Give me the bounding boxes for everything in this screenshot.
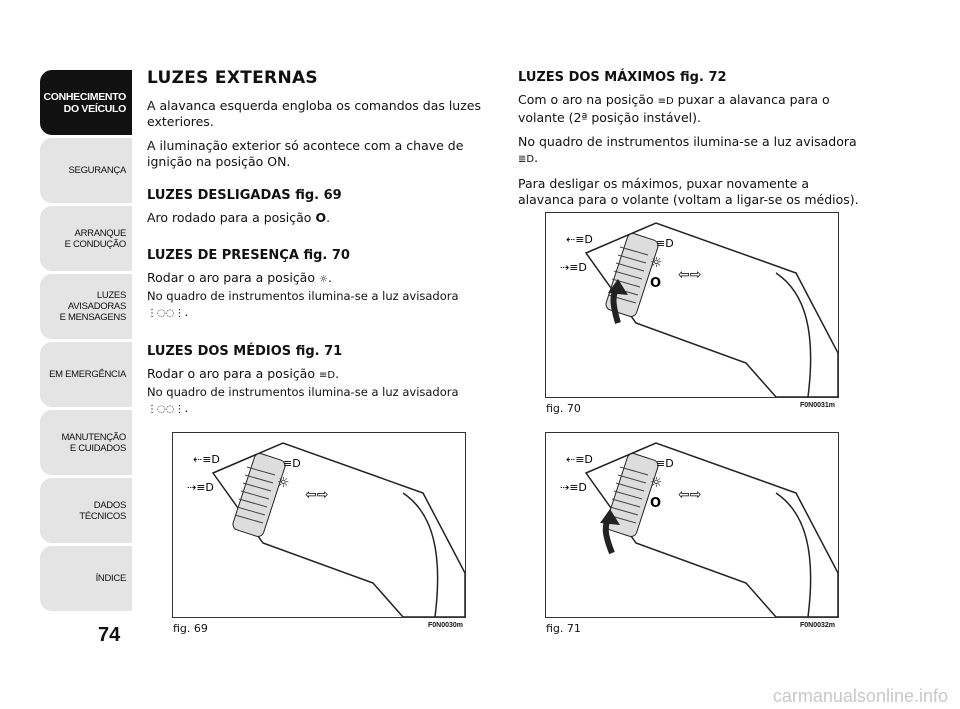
tab-label: DADOS TÉCNICOS: [79, 499, 126, 522]
figure-71-code: F0N0032m: [800, 622, 836, 629]
dipped-text: Rodar o aro para a posição: [147, 366, 315, 381]
tab-label: LUZES AVISADORAS E MENSAGENS: [59, 290, 126, 323]
figure-70-code: F0N0031m: [800, 402, 836, 409]
svg-text:☼: ☼: [650, 255, 663, 271]
figure-70-caption: fig. 70: [546, 402, 581, 415]
parking-text: Rodar o aro para a posição: [147, 270, 315, 285]
svg-text:⇠≡D: ⇠≡D: [566, 233, 593, 246]
figure-69-caption: fig. 69: [173, 622, 208, 635]
figure-69-code: F0N0030m: [428, 622, 464, 629]
svg-text:⇦⇨: ⇦⇨: [305, 487, 329, 503]
figure-71: [545, 432, 839, 618]
off-text: Aro rodado para a posição: [147, 210, 312, 225]
off-symbol: O: [315, 210, 327, 225]
svg-text:⇦⇨: ⇦⇨: [678, 267, 702, 283]
intro-paragraph-2: A iluminação exterior só acontece com a chave de ignição na posição ON.: [147, 138, 464, 169]
main-beam-text-a: Com o aro na posição: [518, 92, 654, 107]
subsection-title-main-beam: LUZES DOS MÁXIMOS fig. 72: [518, 70, 727, 85]
main-beam-warning-text: No quadro de instrumentos ilumina-se a luz avisadora: [518, 134, 857, 149]
dipped-warning-text: No quadro de instrumentos ilumina-se a luz avisadora: [147, 385, 459, 399]
svg-text:≡D: ≡D: [283, 457, 301, 470]
svg-text:⇦⇨: ⇦⇨: [678, 487, 702, 503]
svg-text:⇢≡D: ⇢≡D: [560, 481, 587, 494]
parking-light-icon: ☼: [318, 274, 328, 285]
tab-label: ÍNDICE: [95, 573, 126, 584]
parking-paragraph: Rodar o aro para a posição ☼.: [147, 270, 492, 288]
side-light-warning-icon: ⋮◌◌⋮: [147, 404, 185, 415]
dipped-beam-icon: ≡D: [318, 370, 336, 381]
tab-seguranca[interactable]: [40, 138, 132, 203]
svg-text:≡D: ≡D: [656, 457, 674, 470]
figure-69: [172, 432, 466, 618]
section-title: LUZES EXTERNAS: [147, 68, 318, 88]
main-beam-paragraph-3: Para desligar os máximos, puxar novamente a alavanca para o volante (voltam a ligar-se os médios).: [518, 176, 859, 207]
svg-text:⇠≡D: ⇠≡D: [193, 453, 220, 466]
page-number: 74: [98, 624, 121, 646]
tab-manutencao-e-cuidados[interactable]: [40, 410, 132, 475]
main-beam-icon: ≣D: [518, 154, 535, 165]
subsection-title-dipped: LUZES DOS MÉDIOS fig. 71: [147, 344, 343, 359]
tab-conhecimento-do-veiculo[interactable]: [40, 70, 132, 135]
svg-text:O: O: [650, 276, 662, 291]
tab-luzes-avisadoras[interactable]: [40, 274, 132, 339]
dipped-paragraph: Rodar o aro para a posição ≡D.: [147, 366, 492, 384]
dipped-beam-icon: ≡D: [657, 96, 674, 107]
tab-arranque-e-conducao[interactable]: [40, 206, 132, 271]
svg-text:⇢≡D: ⇢≡D: [560, 261, 587, 274]
chapter-sidebar: [40, 70, 132, 614]
subsection-title-off: LUZES DESLIGADAS fig. 69: [147, 188, 342, 203]
tab-label: CONHECIMENTO DO VEÍCULO: [43, 90, 126, 115]
tab-label: EM EMERGÊNCIA: [49, 369, 126, 380]
main-beam-text-b: puxar a alavanca para o volante (2ª posição instável).: [518, 92, 830, 125]
side-light-warning-icon: ⋮◌◌⋮: [147, 308, 185, 319]
off-paragraph: Aro rodado para a posição O.: [147, 210, 331, 225]
svg-text:⇢≡D: ⇢≡D: [187, 481, 214, 494]
tab-label: ARRANQUE E CONDUÇÃO: [64, 227, 126, 250]
main-beam-paragraph-2: No quadro de instrumentos ilumina-se a luz avisadora ≣D.: [518, 134, 863, 168]
left-column: [147, 70, 492, 426]
watermark: carmanualsonline.info: [772, 686, 948, 706]
right-column: [518, 70, 863, 216]
tab-dados-tecnicos[interactable]: [40, 478, 132, 543]
svg-text:☼: ☼: [650, 475, 663, 491]
main-beam-paragraph-1: [518, 92, 863, 126]
lever-illustration: [546, 433, 838, 617]
figure-71-caption: fig. 71: [546, 622, 581, 635]
tab-em-emergencia[interactable]: [40, 342, 132, 407]
intro-paragraph-1: A alavanca esquerda engloba os comandos das luzes exteriores.: [147, 98, 481, 129]
svg-text:⇠≡D: ⇠≡D: [566, 453, 593, 466]
svg-text:≡D: ≡D: [656, 237, 674, 250]
dipped-warning-paragraph: No quadro de instrumentos ilumina-se a luz avisadora ⋮◌◌⋮.: [147, 384, 492, 418]
subsection-title-parking: LUZES DE PRESENÇA fig. 70: [147, 248, 350, 263]
svg-text:☼: ☼: [277, 475, 290, 491]
tab-indice[interactable]: [40, 546, 132, 611]
lever-illustration: [546, 213, 838, 397]
svg-text:O: O: [650, 496, 662, 511]
tab-label: MANUTENÇÃO E CUIDADOS: [61, 431, 126, 454]
figure-70: [545, 212, 839, 398]
parking-warning-text: No quadro de instrumentos ilumina-se a luz avisadora: [147, 289, 459, 303]
parking-warning-paragraph: No quadro de instrumentos ilumina-se a luz avisadora ⋮◌◌⋮.: [147, 288, 492, 322]
tab-label: SEGURANÇA: [68, 165, 126, 176]
lever-illustration: [173, 433, 465, 617]
